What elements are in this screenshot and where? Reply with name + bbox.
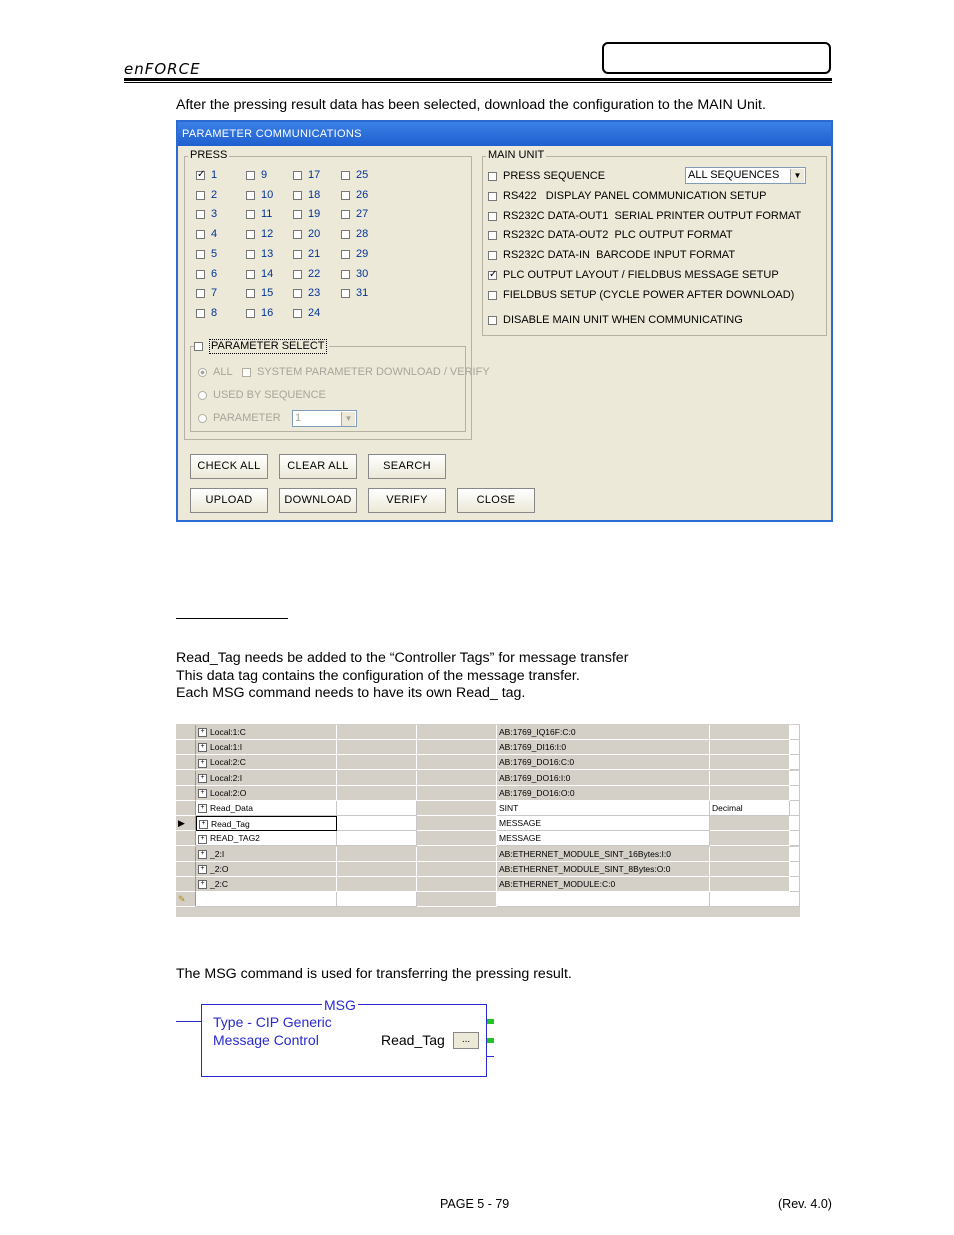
main-unit-label: RS422 DISPLAY PANEL COMMUNICATION SETUP — [503, 190, 767, 202]
row-header[interactable] — [176, 740, 196, 755]
table-row[interactable] — [176, 816, 800, 831]
upload-button[interactable]: UPLOAD — [190, 488, 268, 513]
main-unit-checkbox[interactable] — [488, 210, 801, 223]
table-row[interactable] — [176, 877, 800, 892]
press-number: 28 — [356, 228, 369, 241]
press-number: 15 — [261, 287, 274, 300]
press-checkbox[interactable] — [293, 189, 320, 202]
table-row[interactable] — [176, 862, 800, 877]
alias-cell — [337, 740, 417, 755]
press-number: 21 — [308, 247, 321, 260]
style-cell: Decimal — [710, 801, 790, 816]
main-unit-label: PLC OUTPUT LAYOUT / FIELDBUS MESSAGE SETUP — [503, 269, 779, 281]
expand-icon[interactable]: + — [199, 820, 208, 829]
main-unit-checkbox[interactable] — [488, 314, 743, 327]
chevron-down-icon: ▼ — [790, 169, 804, 183]
press-number: 29 — [356, 247, 369, 260]
press-checkbox[interactable] — [246, 287, 273, 300]
style-cell — [710, 831, 790, 846]
parameter-select-dropdown[interactable]: 1 ▼ — [292, 410, 357, 427]
alias-cell — [337, 786, 417, 801]
press-group-label: PRESS — [190, 149, 228, 161]
main-unit-checkbox[interactable] — [488, 289, 794, 302]
header-rule-thin — [124, 82, 832, 83]
base-tag-cell — [417, 831, 497, 846]
main-unit-group-label: MAIN UNIT — [488, 149, 545, 161]
press-number: 31 — [356, 287, 369, 300]
press-number: 14 — [261, 267, 274, 280]
chevron-down-icon: ▼ — [341, 412, 355, 426]
press-number: 5 — [211, 247, 218, 260]
press-number: 25 — [356, 169, 369, 181]
intro-text: After the pressing result data has been selected, download the configuration to the MAIN Unit. — [176, 97, 766, 113]
press-checkbox[interactable] — [246, 307, 273, 320]
press-number: 3 — [211, 208, 218, 221]
tag-name-cell[interactable]: + _2:C — [196, 877, 337, 892]
new-tag-row[interactable] — [176, 892, 800, 907]
er-output-line — [487, 1056, 494, 1057]
msg-tag-name: Read_Tag — [381, 1032, 445, 1048]
table-row[interactable] — [176, 725, 800, 740]
base-tag-cell — [417, 725, 497, 740]
alias-cell — [337, 831, 417, 846]
table-row[interactable] — [176, 831, 800, 846]
press-checkbox[interactable] — [246, 248, 273, 261]
radio-parameter[interactable]: PARAMETER — [198, 412, 281, 425]
press-checkbox[interactable] — [293, 268, 320, 281]
press-number: 22 — [308, 267, 321, 280]
main-unit-checkbox[interactable] — [488, 249, 735, 262]
press-number: 2 — [211, 188, 218, 201]
press-checkbox[interactable] — [246, 228, 273, 241]
row-header[interactable]: ▶ — [176, 816, 196, 831]
tag-text: Read_Tag needs be added to the “Controller Tags” for message transfer This data tag contains the configuration of the message transfer. Each MSG command needs to have its own Read_ tag. — [176, 650, 629, 701]
data-type-cell: AB:1769_DO16:O:0 — [497, 786, 710, 801]
dn-output-indicator — [487, 1038, 494, 1043]
page-number: PAGE 5 - 79 — [440, 1197, 510, 1211]
press-number: 27 — [356, 208, 369, 221]
style-cell — [710, 877, 790, 892]
expand-icon[interactable]: + — [198, 789, 207, 798]
press-number: 17 — [308, 169, 321, 181]
alias-cell — [337, 755, 417, 770]
controller-tags-table — [176, 724, 800, 917]
press-number: 12 — [261, 228, 274, 241]
check-all-button[interactable]: CHECK ALL — [190, 454, 268, 479]
parameter-select-label: PARAMETER SELECT — [211, 340, 325, 352]
press-checkbox[interactable] — [196, 248, 217, 261]
download-button[interactable]: DOWNLOAD — [279, 488, 357, 513]
data-type-cell: AB:1769_DO16:C:0 — [497, 755, 710, 770]
main-unit-checkbox[interactable] — [488, 229, 733, 242]
msg-text: The MSG command is used for transferring the pressing result. — [176, 966, 572, 982]
clear-all-button[interactable]: CLEAR ALL — [279, 454, 357, 479]
press-checkbox[interactable] — [341, 248, 368, 261]
enforce-logo: enFORCE — [124, 60, 201, 78]
press-checkbox[interactable] — [246, 208, 272, 221]
sequence-select-dropdown[interactable]: ALL SEQUENCES ▼ — [685, 167, 806, 184]
main-unit-label: RS232C DATA-IN BARCODE INPUT FORMAT — [503, 249, 736, 261]
expand-icon[interactable]: + — [198, 835, 207, 844]
row-header[interactable] — [176, 771, 196, 786]
data-type-cell: SINT — [497, 801, 710, 816]
tag-name-cell[interactable]: + Read_Tag — [196, 816, 337, 831]
press-number: 7 — [211, 287, 218, 300]
tag-name-cell[interactable]: + Local:2:I — [196, 771, 337, 786]
main-unit-label: DISABLE MAIN UNIT WHEN COMMUNICATING — [503, 314, 743, 326]
en-output-indicator — [487, 1019, 494, 1024]
press-checkbox[interactable] — [196, 287, 217, 300]
press-checkbox[interactable] — [341, 268, 368, 281]
expand-icon[interactable]: + — [198, 728, 207, 737]
alias-cell — [337, 771, 417, 786]
tag-name-cell[interactable]: + Read_Data — [196, 801, 337, 816]
base-tag-cell — [417, 862, 497, 877]
style-cell — [710, 816, 790, 831]
press-checkbox[interactable] — [293, 307, 320, 320]
style-cell — [710, 771, 790, 786]
radio-all[interactable]: ALL — [198, 366, 233, 379]
style-cell — [710, 725, 790, 740]
data-type-cell: AB:ETHERNET_MODULE_SINT_16Bytes:I:0 — [497, 847, 710, 862]
press-checkbox[interactable] — [246, 169, 267, 182]
row-header[interactable] — [176, 801, 196, 816]
press-checkbox[interactable] — [196, 169, 217, 182]
data-type-cell: AB:ETHERNET_MODULE_SINT_8Bytes:O:0 — [497, 862, 710, 877]
tag-name-cell[interactable]: + Local:2:C — [196, 755, 337, 770]
press-checkbox[interactable] — [246, 268, 273, 281]
press-number: 13 — [261, 247, 274, 260]
system-parameter-checkbox[interactable]: SYSTEM PARAMETER DOWNLOAD / VERIFY — [242, 366, 490, 379]
expand-icon[interactable]: + — [198, 850, 207, 859]
tag-name-cell[interactable]: + READ_TAG2 — [196, 831, 337, 846]
msg-type-line: Type - CIP Generic — [213, 1014, 332, 1030]
style-cell — [710, 862, 790, 877]
base-tag-cell — [417, 771, 497, 786]
data-type-cell: AB:ETHERNET_MODULE:C:0 — [497, 877, 710, 892]
section-rule — [176, 618, 288, 619]
tag-name-cell[interactable]: + Local:2:O — [196, 786, 337, 801]
press-checkbox[interactable] — [341, 287, 368, 300]
alias-cell — [337, 847, 417, 862]
press-checkbox[interactable] — [293, 248, 320, 261]
style-cell — [710, 755, 790, 770]
table-row[interactable] — [176, 847, 800, 862]
style-cell — [710, 847, 790, 862]
alias-cell — [337, 816, 417, 831]
press-checkbox[interactable] — [196, 189, 217, 202]
alias-cell — [337, 725, 417, 740]
table-row[interactable] — [176, 755, 800, 770]
msg-control-line: Message Control — [213, 1032, 319, 1048]
parameter-select-checkbox[interactable] — [194, 339, 329, 354]
press-number: 30 — [356, 267, 369, 280]
alias-cell — [337, 801, 417, 816]
data-type-cell: MESSAGE — [497, 816, 710, 831]
press-number: 1 — [211, 169, 218, 181]
main-unit-checkbox[interactable] — [488, 190, 766, 203]
press-checkbox[interactable] — [196, 268, 217, 281]
table-row[interactable] — [176, 786, 800, 801]
press-checkbox[interactable] — [341, 228, 368, 241]
msg-title: MSG — [324, 997, 356, 1013]
press-number: 10 — [261, 188, 274, 201]
main-unit-label: RS232C DATA-OUT2 PLC OUTPUT FORMAT — [503, 229, 733, 241]
tag-name-cell[interactable]: + _2:O — [196, 862, 337, 877]
main-unit-label: RS232C DATA-OUT1 SERIAL PRINTER OUTPUT FORMAT — [503, 210, 802, 222]
press-checkbox[interactable] — [196, 228, 217, 241]
row-header[interactable] — [176, 755, 196, 770]
tag-name-cell[interactable]: + _2:I — [196, 847, 337, 862]
expand-icon[interactable]: + — [198, 759, 207, 768]
press-checkbox[interactable] — [196, 208, 217, 221]
base-tag-cell — [417, 740, 497, 755]
row-header[interactable] — [176, 862, 196, 877]
msg-browse-button[interactable]: ... — [453, 1032, 479, 1049]
main-unit-label: PRESS SEQUENCE — [503, 170, 606, 182]
press-number: 8 — [211, 306, 218, 319]
main-unit-label: FIELDBUS SETUP (CYCLE POWER AFTER DOWNLOAD) — [503, 289, 795, 301]
close-button[interactable]: CLOSE — [457, 488, 535, 513]
press-number: 11 — [261, 208, 273, 221]
row-header[interactable] — [176, 877, 196, 892]
press-number: 24 — [308, 306, 321, 319]
alias-cell — [337, 862, 417, 877]
parameter-communications-dialog — [176, 120, 833, 522]
revision: (Rev. 4.0) — [778, 1197, 832, 1211]
style-cell — [710, 786, 790, 801]
tag-name-cell[interactable]: + Local:1:C — [196, 725, 337, 740]
press-checkbox[interactable] — [341, 189, 368, 202]
expand-icon[interactable]: + — [198, 865, 207, 874]
base-tag-cell — [417, 786, 497, 801]
search-button[interactable]: SEARCH — [368, 454, 446, 479]
base-tag-cell — [417, 755, 497, 770]
base-tag-cell — [417, 847, 497, 862]
press-number: 26 — [356, 188, 369, 201]
rung-input-line — [176, 1021, 201, 1022]
press-checkbox[interactable] — [246, 189, 273, 202]
row-header[interactable] — [176, 831, 196, 846]
main-unit-checkbox[interactable] — [488, 170, 605, 183]
expand-icon[interactable]: + — [198, 804, 207, 813]
base-tag-cell — [417, 801, 497, 816]
style-cell — [710, 740, 790, 755]
row-header[interactable] — [176, 786, 196, 801]
press-checkbox[interactable] — [293, 208, 320, 221]
press-number: 6 — [211, 267, 218, 280]
dialog-title: PARAMETER COMMUNICATIONS — [178, 122, 831, 146]
press-checkbox[interactable] — [341, 208, 368, 221]
alias-cell — [337, 877, 417, 892]
press-number: 4 — [211, 228, 218, 241]
base-tag-cell — [417, 816, 497, 831]
data-type-cell: AB:1769_DI16:I:0 — [497, 740, 710, 755]
radio-used-by-sequence[interactable]: USED BY SEQUENCE — [198, 389, 326, 402]
row-header[interactable] — [176, 847, 196, 862]
press-checkbox[interactable] — [341, 169, 368, 182]
press-number: 23 — [308, 287, 321, 300]
press-number: 20 — [308, 228, 321, 241]
main-unit-checkbox[interactable] — [488, 269, 779, 282]
press-checkbox[interactable] — [293, 169, 320, 182]
row-header[interactable] — [176, 725, 196, 740]
press-number: 19 — [308, 208, 321, 221]
expand-icon[interactable]: + — [198, 880, 207, 889]
data-type-cell: AB:1769_IQ16F:C:0 — [497, 725, 710, 740]
table-row[interactable] — [176, 801, 800, 816]
expand-icon[interactable]: + — [198, 743, 207, 752]
press-checkbox[interactable] — [196, 307, 217, 320]
table-row[interactable] — [176, 771, 800, 786]
data-type-cell: AB:1769_DO16:I:0 — [497, 771, 710, 786]
tag-name-cell[interactable]: + Local:1:I — [196, 740, 337, 755]
table-row[interactable] — [176, 740, 800, 755]
press-checkbox[interactable] — [293, 287, 320, 300]
data-type-cell: MESSAGE — [497, 831, 710, 846]
press-checkbox[interactable] — [293, 228, 320, 241]
header-box — [602, 42, 831, 74]
press-number: 9 — [261, 169, 268, 181]
pencil-icon: ✎ — [176, 892, 196, 907]
header-rule — [124, 78, 832, 81]
press-number: 18 — [308, 188, 321, 201]
press-number: 16 — [261, 306, 274, 319]
expand-icon[interactable]: + — [198, 774, 207, 783]
base-tag-cell — [417, 877, 497, 892]
verify-button[interactable]: VERIFY — [368, 488, 446, 513]
